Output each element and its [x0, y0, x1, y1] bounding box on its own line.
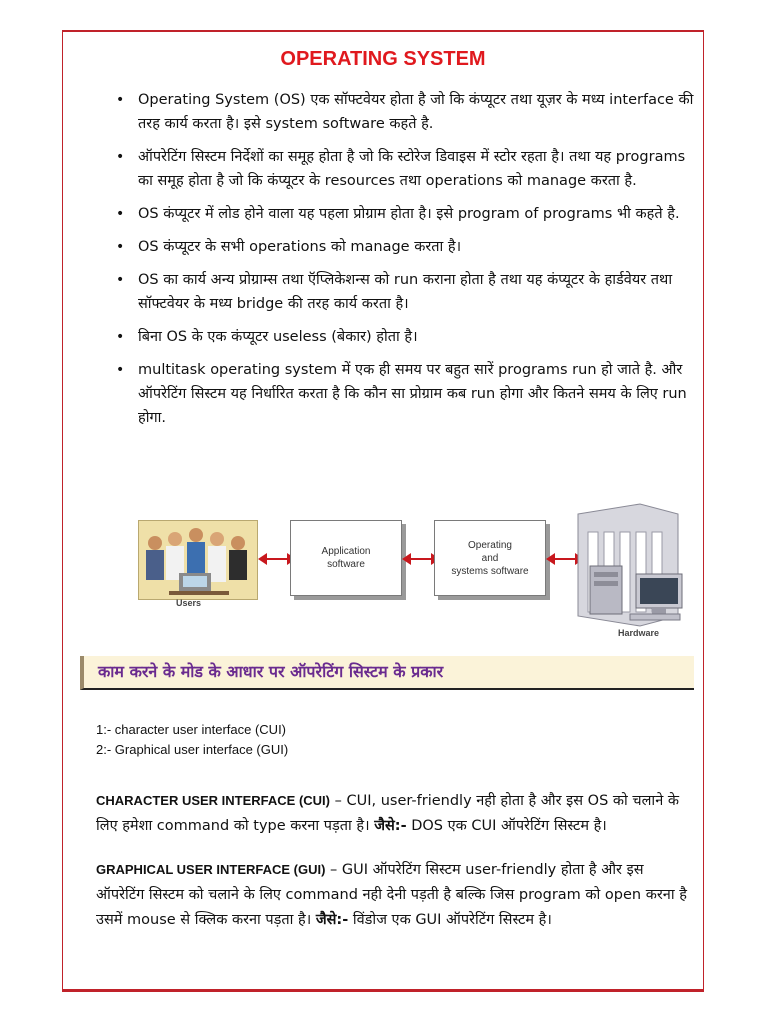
section-heading-bar [80, 656, 694, 690]
arrow-os-hardware [554, 558, 576, 560]
people-icon [139, 521, 257, 599]
hardware-icon [574, 500, 694, 630]
bullet-item: • multitask operating system में एक ही समय पर बहुत सारें programs run हो जाते है. और ऑपरेटिंग सिस्टम यह निर्धारित करता है कि कौन सा प्रोग्राम कब run होगा और कितने समय के लिए run होगा. [96, 358, 696, 430]
bullet-item: • ऑपरेटिंग सिस्टम निर्देशों का समूह होता है जो कि स्टोरेज डिवाइस में स्टोर रहता है। तथा यह programs का समूह होता है जो कि कंप्यूटर के resources तथा operations को manage करता है. [96, 145, 696, 193]
arrow-users-app [266, 558, 288, 560]
bullet-item: • Operating System (OS) एक सॉफ्टवेयर होता है जो कि कंप्यूटर तथा यूज़र के मध्य interface की तरह कार्य करता है। इसे system software कहते है. [96, 88, 696, 136]
os-box-line1: Operating [468, 539, 512, 551]
os-box-line3: systems software [451, 565, 529, 577]
application-software-box [290, 520, 402, 596]
bullet-item: • OS का कार्य अन्य प्रोग्राम्स तथा ऍप्लिकेशन्स को run कराना होता है तथा यह कंप्यूटर के हार्डवेयर तथा सॉफ्टवेयर के मध्य bridge की तरह कार्य करता है। [96, 268, 696, 316]
users-label: Users [176, 598, 202, 608]
cui-example-label: जैसे:- [374, 818, 407, 834]
gui-lead: GRAPHICAL USER INTERFACE (GUI) [96, 862, 326, 877]
gui-example: विंडोज एक GUI ऑपरेटिंग सिस्टम है। [348, 912, 552, 928]
section-heading: काम करने के मोड के आधार पर ऑपरेटिंग सिस्टम के प्रकार [98, 662, 444, 681]
gui-example-label: जैसे:- [315, 912, 349, 928]
gui-paragraph [96, 857, 696, 933]
cui-paragraph [96, 788, 696, 839]
cui-example: DOS एक CUI ऑपरेटिंग सिस्टम है। [406, 818, 607, 834]
operating-systems-box [434, 520, 546, 596]
type-item-gui: 2:- Graphical user interface (GUI) [96, 742, 289, 757]
cui-lead: CHARACTER USER INTERFACE (CUI) [96, 793, 330, 808]
type-item-cui: 1:- character user interface (CUI) [96, 722, 287, 737]
gui-text: – GUI ऑपरेटिंग सिस्टम user-friendly होता है और इस ऑपरेटिंग सिस्टम को चलाने के लिए command नही देनी पड़ती है बल्कि जिस program को open करना है उसमें mouse से क्लिक करना पड़ता है। [96, 862, 687, 928]
page-title: OPERATING SYSTEM [280, 48, 486, 70]
os-layer-diagram [138, 500, 698, 645]
bullet-item: • OS कंप्यूटर के सभी operations को manage करता है। [96, 235, 696, 259]
application-software-label: Application software [321, 546, 371, 570]
os-box-line2: and [481, 552, 499, 564]
bullet-list [96, 88, 696, 439]
bullet-item: • बिना OS के एक कंप्यूटर useless (बेकार) होता है। [96, 325, 696, 349]
cui-text: – CUI, user-friendly नही होता है और इस OS को चलाने के लिए हमेशा command को type करना पड़ता है। [96, 793, 679, 834]
bullet-item: • OS कंप्यूटर में लोड होने वाला यह पहला प्रोग्राम होता है। इसे program of programs भी कहते है. [96, 202, 696, 226]
hardware-label: Hardware [618, 628, 660, 638]
users-illustration [138, 520, 258, 600]
arrow-app-os [410, 558, 432, 560]
